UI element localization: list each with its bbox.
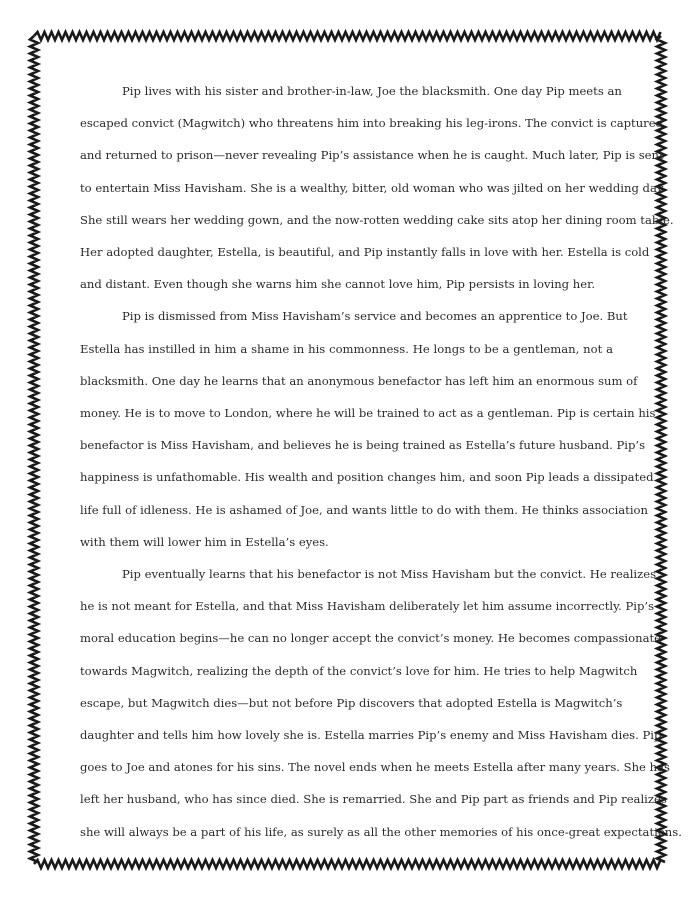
paragraph-line: life full of idleness. He is ashamed of Joe, and wants little to do with them. He thinks association <box>80 502 648 517</box>
paragraph-line: left her husband, who has since died. She is remarried. She and Pip part as friends and Pip realizes <box>80 792 667 807</box>
paragraph-line: blacksmith. One day he learns that an anonymous benefactor has left him an enormous sum of <box>80 373 638 388</box>
paragraph-1 <box>80 75 674 300</box>
paragraph-line: and returned to prison—never revealing Pip’s assistance when he is caught. Much later, Pip is sent <box>80 148 664 163</box>
paragraph-line: She still wears her wedding gown, and the now-rotten wedding cake sits atop her dining room table. <box>80 212 674 227</box>
paragraph-line: escape, but Magwitch dies—but not before Pip discovers that adopted Estella is Magwitch’s <box>80 695 623 710</box>
paragraph-line: and distant. Even though she warns him she cannot love him, Pip persists in loving her. <box>80 277 596 292</box>
paragraph-line: happiness is unfathomable. His wealth and position changes him, and soon Pip leads a dissipated <box>80 470 654 485</box>
border-bottom-zigzag <box>34 860 661 868</box>
border-left-zigzag <box>30 36 38 862</box>
paragraph-line: Her adopted daughter, Estella, is beautiful, and Pip instantly falls in love with her. Estella is cold <box>80 245 650 260</box>
paragraph-line: he is not meant for Estella, and that Miss Havisham deliberately let him assume incorrectly. Pip’s <box>80 599 655 614</box>
paragraph-line: moral education begins—he can no longer accept the convict’s money. He becomes compassionate <box>80 631 662 646</box>
paragraph-line: to entertain Miss Havisham. She is a wealthy, bitter, old woman who was jilted on her wedding day. <box>80 180 666 195</box>
paragraph-line: Estella has instilled in him a shame in his commonness. He longs to be a gentleman, not a <box>80 341 613 356</box>
paragraph-line: she will always be a part of his life, as surely as all the other memories of his once-great expectations. <box>80 824 682 839</box>
paragraph-line: with them will lower him in Estella’s eyes. <box>80 534 329 549</box>
paragraph-2 <box>80 300 656 558</box>
paragraph-line: Pip eventually learns that his benefactor is not Miss Havisham but the convict. He realizes <box>122 567 657 582</box>
paragraph-line: Pip is dismissed from Miss Havisham’s service and becomes an apprentice to Joe. But <box>122 309 628 324</box>
paragraph-3 <box>80 558 682 848</box>
summary-text-body <box>80 75 682 848</box>
paragraph-line: daughter and tells him how lovely she is. Estella marries Pip’s enemy and Miss Havisham dies. Pip <box>80 728 662 743</box>
paragraph-line: Pip lives with his sister and brother-in-law, Joe the blacksmith. One day Pip meets an <box>122 84 622 98</box>
paragraph-line: escaped convict (Magwitch) who threatens him into breaking his leg-irons. The convict is captured <box>80 116 663 131</box>
border-top-zigzag <box>34 32 661 40</box>
paragraph-line: goes to Joe and atones for his sins. The novel ends when he meets Estella after many years. She has <box>80 760 670 775</box>
paragraph-line: money. He is to move to London, where he will be trained to act as a gentleman. Pip is certain his <box>80 406 656 421</box>
paragraph-line: towards Magwitch, realizing the depth of the convict’s love for him. He tries to help Magwitch <box>80 663 638 678</box>
paragraph-line: benefactor is Miss Havisham, and believes he is being trained as Estella’s future husband. Pip’s <box>80 438 646 453</box>
